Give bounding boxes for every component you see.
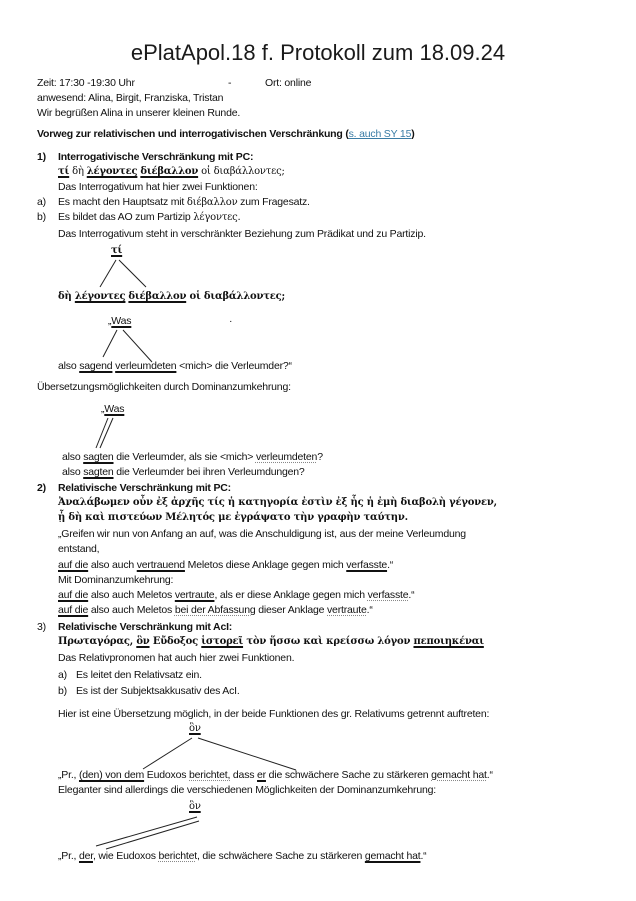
text: also bbox=[58, 360, 80, 372]
text: also auch bbox=[88, 559, 137, 571]
section1-a-text bbox=[58, 195, 310, 210]
section2-greek2: ᾗ δὴ καὶ πιστεύων Μέλητός με ἐγράψατο τὴν γραφὴν ταύτην. bbox=[58, 512, 408, 523]
section2-heading: Relativische Verschränkung mit PC: bbox=[58, 482, 231, 494]
greek-word: ἱστορεῖ bbox=[201, 636, 244, 647]
text: .“ bbox=[420, 850, 427, 862]
section1-greek bbox=[58, 165, 285, 179]
section1-a-label: a) bbox=[37, 196, 46, 208]
greek-word: τί bbox=[58, 166, 70, 177]
section3-greek bbox=[58, 635, 484, 649]
section1-line2: Das Interrogativum steht in verschränkter Beziehung zum Prädikat und zu Partizip. bbox=[58, 228, 426, 240]
meta-present: anwesend: Alina, Birgit, Franziska, Tristan bbox=[37, 92, 224, 104]
greek-word: διέβαλλον bbox=[140, 166, 199, 177]
text: , wie Eudoxos bbox=[92, 850, 159, 862]
greek-word: Εὔδοξος bbox=[149, 636, 202, 647]
underlined-word: auf die bbox=[58, 589, 89, 601]
text: also auch Meletos bbox=[88, 589, 175, 601]
tree3-line-a bbox=[96, 418, 108, 448]
dotted-word: bei der Abfassung bbox=[174, 604, 256, 616]
tree2-top bbox=[108, 314, 131, 328]
section2-dom-label: Mit Dominanzumkehrung: bbox=[58, 574, 174, 586]
dotted-word: gemacht hat bbox=[431, 769, 487, 781]
underlined-word: sagten bbox=[83, 466, 114, 478]
text: Es macht den Hauptsatz mit bbox=[58, 196, 187, 208]
tree4-right-branch bbox=[198, 738, 296, 770]
section2-trans2: entstand, bbox=[58, 543, 100, 555]
section1-line1: Das Interrogativum hat hier zwei Funktionen: bbox=[58, 181, 258, 193]
text: dieser Anklage bbox=[255, 604, 327, 616]
reference-link[interactable]: s. auch SY 15 bbox=[348, 128, 412, 140]
underlined-word: (den) von dem bbox=[78, 769, 145, 781]
section2-line4 bbox=[58, 588, 414, 602]
text: .“ bbox=[387, 559, 394, 571]
meta-place: Ort: online bbox=[265, 77, 312, 89]
section3-trans2 bbox=[58, 849, 426, 863]
tree2-line bbox=[58, 359, 292, 373]
greek-word: λέγοντες. bbox=[193, 212, 241, 223]
text: die Verleumder, als sie <mich> bbox=[113, 451, 256, 463]
section1-number: 1) bbox=[37, 151, 46, 163]
text: also auch Meletos bbox=[88, 604, 175, 616]
section3-b-text: Es ist der Subjektsakkusativ des AcI. bbox=[76, 685, 240, 697]
text: Meletos diese Anklage gegen mich bbox=[184, 559, 347, 571]
greek-word: διέβαλλον bbox=[186, 197, 238, 208]
tree3-line-b bbox=[100, 418, 113, 448]
greek-word: ὃν bbox=[136, 636, 150, 647]
section3-b-label: b) bbox=[58, 685, 67, 697]
section3-a-text: Es leitet den Relativsatz ein. bbox=[76, 669, 202, 681]
text: .“ bbox=[366, 604, 373, 616]
tree1-top-word: τί bbox=[111, 245, 123, 256]
underlined-word: er bbox=[257, 769, 266, 781]
meta-dash: - bbox=[228, 77, 232, 89]
greek-word: λέγοντες bbox=[86, 166, 138, 177]
section3-line1: Das Relativpronomen hat auch hier zwei Funktionen. bbox=[58, 652, 295, 664]
option2-line bbox=[62, 465, 305, 479]
text: dass bbox=[230, 769, 258, 781]
greek-word: πεποιηκέναι bbox=[413, 636, 484, 647]
quote-mark: „ bbox=[101, 403, 105, 415]
tree2-right-branch bbox=[123, 330, 152, 362]
meta-time: Zeit: 17:30 -19:30 Uhr bbox=[37, 77, 135, 89]
text: „Pr., bbox=[58, 850, 79, 862]
document-title: ePlatApol.18 f. Protokoll zum 18.09.24 bbox=[130, 40, 506, 65]
dotted-word: berichtet, bbox=[189, 769, 231, 781]
underlined-word: vertrauend bbox=[136, 559, 185, 571]
tree4-top-word: ὃν bbox=[189, 723, 201, 734]
section3-number: 3) bbox=[37, 621, 46, 633]
dotted-word: verleumdeten bbox=[255, 451, 318, 463]
greek-word: οἱ διαβάλλοντες; bbox=[186, 291, 286, 302]
meta-welcome: Wir begrüßen Alina in unserer kleinen Runde. bbox=[37, 107, 241, 119]
section1-b-text bbox=[58, 210, 241, 225]
option1-line bbox=[62, 450, 323, 464]
underlined-word: auf die bbox=[58, 604, 89, 616]
section2-line5 bbox=[58, 603, 373, 617]
tree2-top-word: Was bbox=[111, 315, 132, 327]
underlined-word: auf die bbox=[58, 559, 89, 571]
intro-heading bbox=[37, 127, 415, 141]
underlined-word: verfasste bbox=[346, 559, 388, 571]
tree4-left-branch bbox=[143, 738, 192, 769]
intro-close: ) bbox=[411, 128, 415, 140]
section3-line2: Hier ist eine Übersetzung möglich, in der beide Funktionen des gr. Relativums getrennt auftreten: bbox=[58, 708, 490, 720]
underlined-word: verleumdeten bbox=[115, 360, 177, 372]
text: , die schwächere Sache zu stärkeren bbox=[196, 850, 365, 862]
tree1-greek-line bbox=[58, 290, 285, 304]
stray-dot: · bbox=[229, 315, 233, 327]
underlined-word: vertraute bbox=[174, 589, 215, 601]
greek-word: δὴ bbox=[58, 291, 75, 302]
greek-word: Πρωταγόρας, bbox=[58, 636, 137, 647]
tree5-line-b bbox=[106, 821, 199, 849]
section2-greek1: Ἀναλάβωμεν οὖν ἐξ ἀρχῆς τίς ἡ κατηγορία ἐστὶν ἐξ ἧς ἡ ἐμὴ διαβολὴ γέγονεν, bbox=[58, 497, 497, 508]
text: die schwächere Sache zu stärkeren bbox=[265, 769, 432, 781]
section3-trans1 bbox=[58, 768, 493, 782]
section3-line3: Eleganter sind allerdings die verschiedenen Möglichkeiten der Dominanzumkehrung: bbox=[58, 784, 436, 796]
section2-line3 bbox=[58, 558, 393, 572]
tree5-top-word: ὃν bbox=[189, 801, 201, 812]
tree1-left-branch bbox=[100, 260, 116, 287]
greek-word: οἱ διαβάλλοντες; bbox=[198, 166, 285, 177]
tree3-top-word: Was bbox=[104, 403, 125, 415]
section2-number: 2) bbox=[37, 482, 46, 494]
dotted-word: berichtet bbox=[158, 850, 197, 862]
text: Es bildet das AO zum Partizip bbox=[58, 211, 194, 223]
tree1-right-branch bbox=[119, 260, 146, 287]
text: die Verleumder bei ihren Verleumdungen? bbox=[113, 466, 305, 478]
section2-trans1: „Greifen wir nun von Anfang an auf, was die Anschuldigung ist, aus der meine Verleumdung bbox=[58, 528, 466, 540]
text: .“ bbox=[408, 589, 415, 601]
tree5-line-a bbox=[96, 817, 197, 846]
text: Eudoxos bbox=[144, 769, 189, 781]
quote-mark: „ bbox=[108, 315, 112, 327]
greek-word: λέγοντες bbox=[74, 291, 126, 302]
text: zum Fragesatz. bbox=[237, 196, 310, 208]
text: also bbox=[62, 466, 84, 478]
text: <mich> die Verleumder?“ bbox=[176, 360, 292, 372]
text: , als er diese Anklage gegen mich bbox=[214, 589, 368, 601]
text: .“ bbox=[486, 769, 493, 781]
text: „Pr., bbox=[58, 769, 79, 781]
underlined-word: gemacht hat bbox=[364, 850, 421, 862]
greek-word: δὴ bbox=[69, 166, 87, 177]
text: also bbox=[62, 451, 84, 463]
section1-b-label: b) bbox=[37, 211, 46, 223]
underlined-word: der bbox=[78, 850, 93, 862]
intro-text: Vorweg zur relativischen und interrogativischen Verschränkung ( bbox=[37, 128, 349, 140]
options-heading: Übersetzungsmöglichkeiten durch Dominanzumkehrung: bbox=[37, 381, 291, 393]
text: ? bbox=[317, 451, 323, 463]
tree2-left-branch bbox=[103, 330, 117, 357]
dotted-word: verfasste bbox=[367, 589, 409, 601]
section1-heading: Interrogativische Verschränkung mit PC: bbox=[58, 151, 254, 163]
underlined-word: sagten bbox=[83, 451, 114, 463]
greek-word: τὸν ἥσσω καὶ κρείσσω λόγον bbox=[243, 636, 414, 647]
underlined-word: sagend bbox=[79, 360, 113, 372]
dotted-word: vertraute bbox=[327, 604, 367, 616]
section3-heading: Relativische Verschränkung mit AcI: bbox=[58, 621, 233, 633]
tree3-top bbox=[101, 402, 124, 416]
greek-word: διέβαλλον bbox=[128, 291, 187, 302]
section3-a-label: a) bbox=[58, 669, 67, 681]
